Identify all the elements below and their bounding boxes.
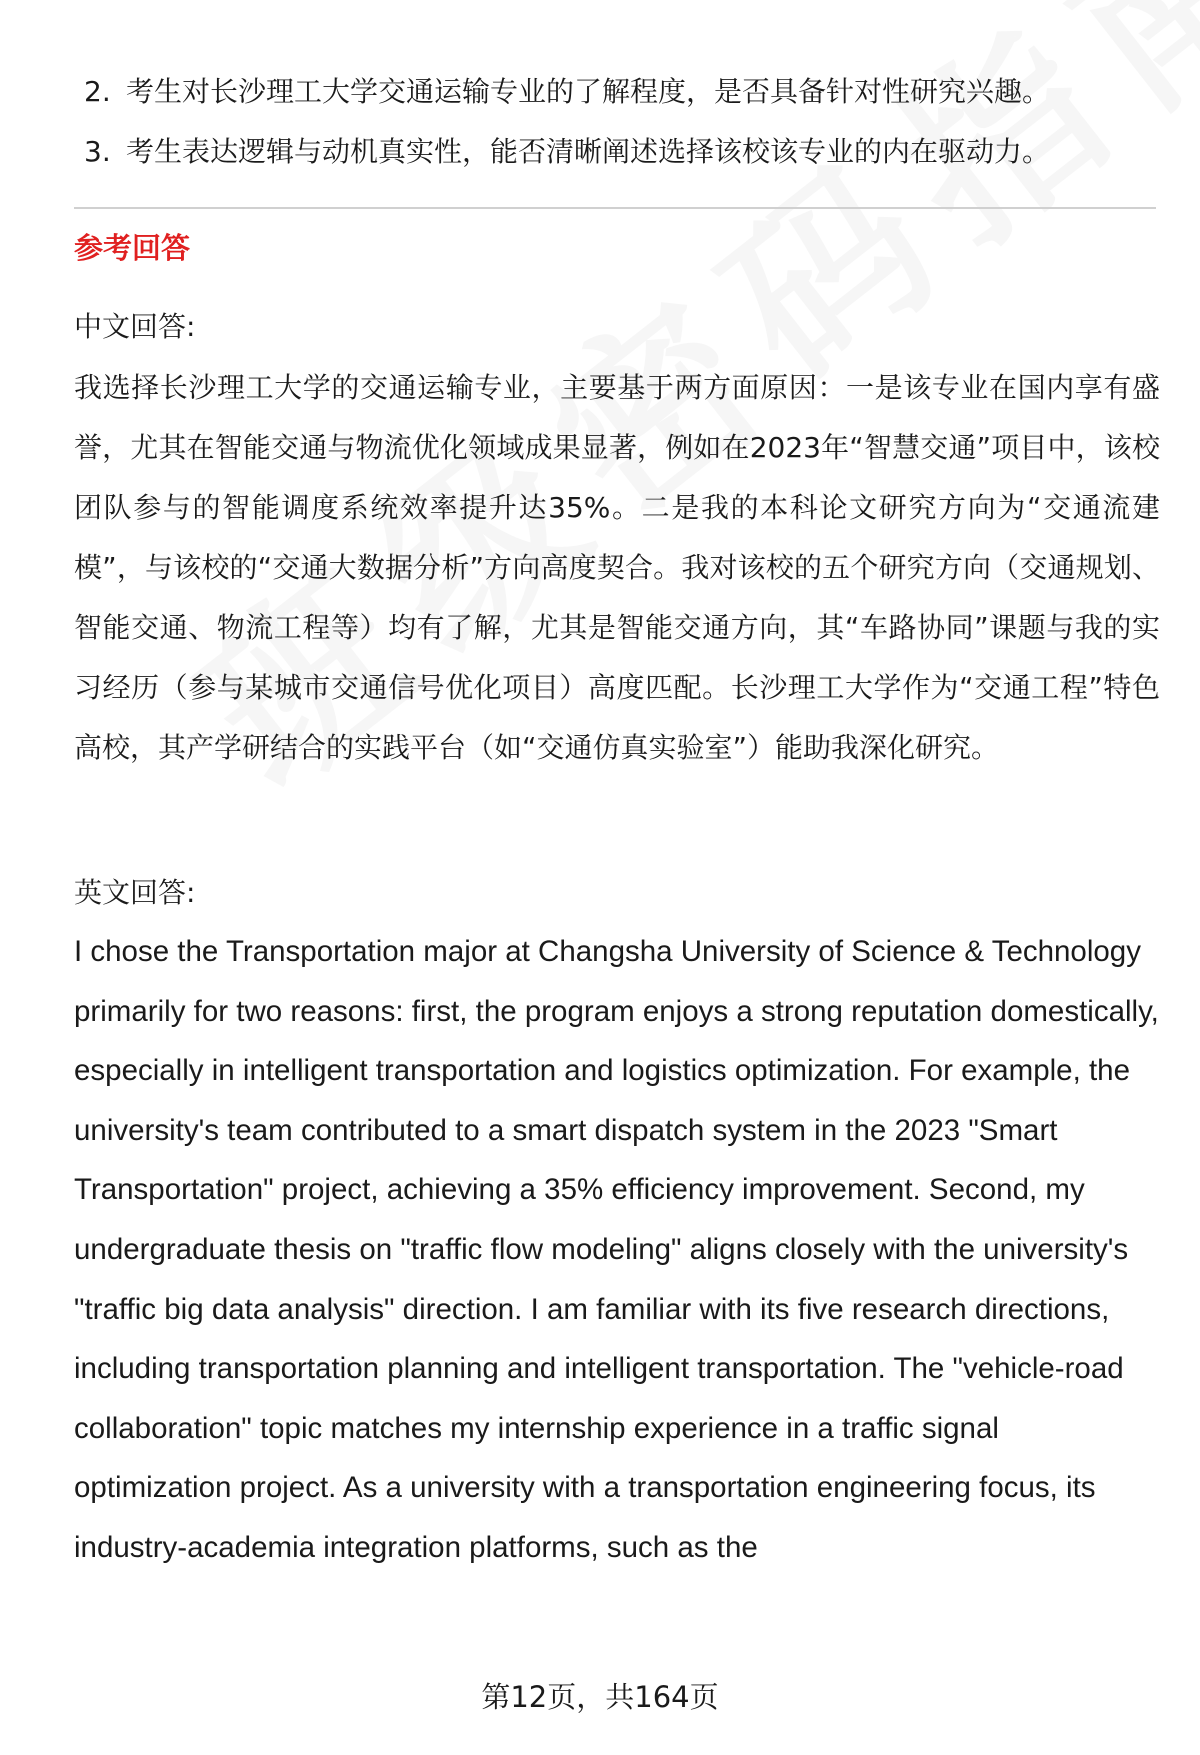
evaluation-criteria-list [84, 62, 1164, 182]
criteria-text: 考生对长沙理工大学交通运输专业的了解程度，是否具备针对性研究兴趣。 [126, 75, 1051, 108]
criteria-number: 3. [84, 135, 111, 168]
criteria-text: 考生表达逻辑与动机真实性，能否清晰阐述选择该校该专业的内在驱动力。 [126, 135, 1051, 168]
section-divider [74, 207, 1156, 209]
chinese-answer-body: 我选择长沙理工大学的交通运输专业，主要基于两方面原因：一是该专业在国内享有盛誉，尤其在智能交通与物流优化领域成果显著，例如在2023年“智慧交通”项目中，该校团队参与的智能调度系统效率提升达35%。二是我的本科论文研究方向为“交通流建模”，与该校的“交通大数据分析”方向高度契合。我对该校的五个研究方向（交通规划、智能交通、物流工程等）均有了解，尤其是智能交通方向，其“车路协同”课题与我的实习经历（参与某城市交通信号优化项目）高度匹配。长沙理工大学作为“交通工程”特色高校，其产学研结合的实践平台（如“交通仿真实验室”）能助我深化研究。 [74, 371, 1160, 764]
criteria-number: 2. [84, 75, 111, 108]
chinese-answer-label: 中文回答: [74, 310, 196, 343]
english-answer-body: I chose the Transportation major at Changsha University of Science & Technology primarily for two reasons: first, the program enjoys a strong reputation domestically, especially in intelligent transportation and logistics optimization. For example, the university's team contributed to a smart dispatch system in the 2023 "Smart Transportation" project, achieving a 35% efficiency improvement. Second, my undergraduate thesis on "traffic flow modeling" aligns closely with the university's "traffic big data analysis" direction. I am familiar with its five research directions, including transportation planning and intelligent transportation. The "vehicle-road collaboration" topic matches my internship experience in a traffic signal optimization project. As a university with a transportation engineering focus, its industry-academia integration platforms, such as the [74, 935, 1159, 1564]
english-answer-label: 英文回答: [74, 876, 196, 909]
page-number-footer: 第12页，共164页 [481, 1680, 719, 1714]
criteria-item [84, 122, 1164, 182]
section-title: 参考回答 [74, 231, 191, 265]
criteria-item [84, 62, 1164, 122]
